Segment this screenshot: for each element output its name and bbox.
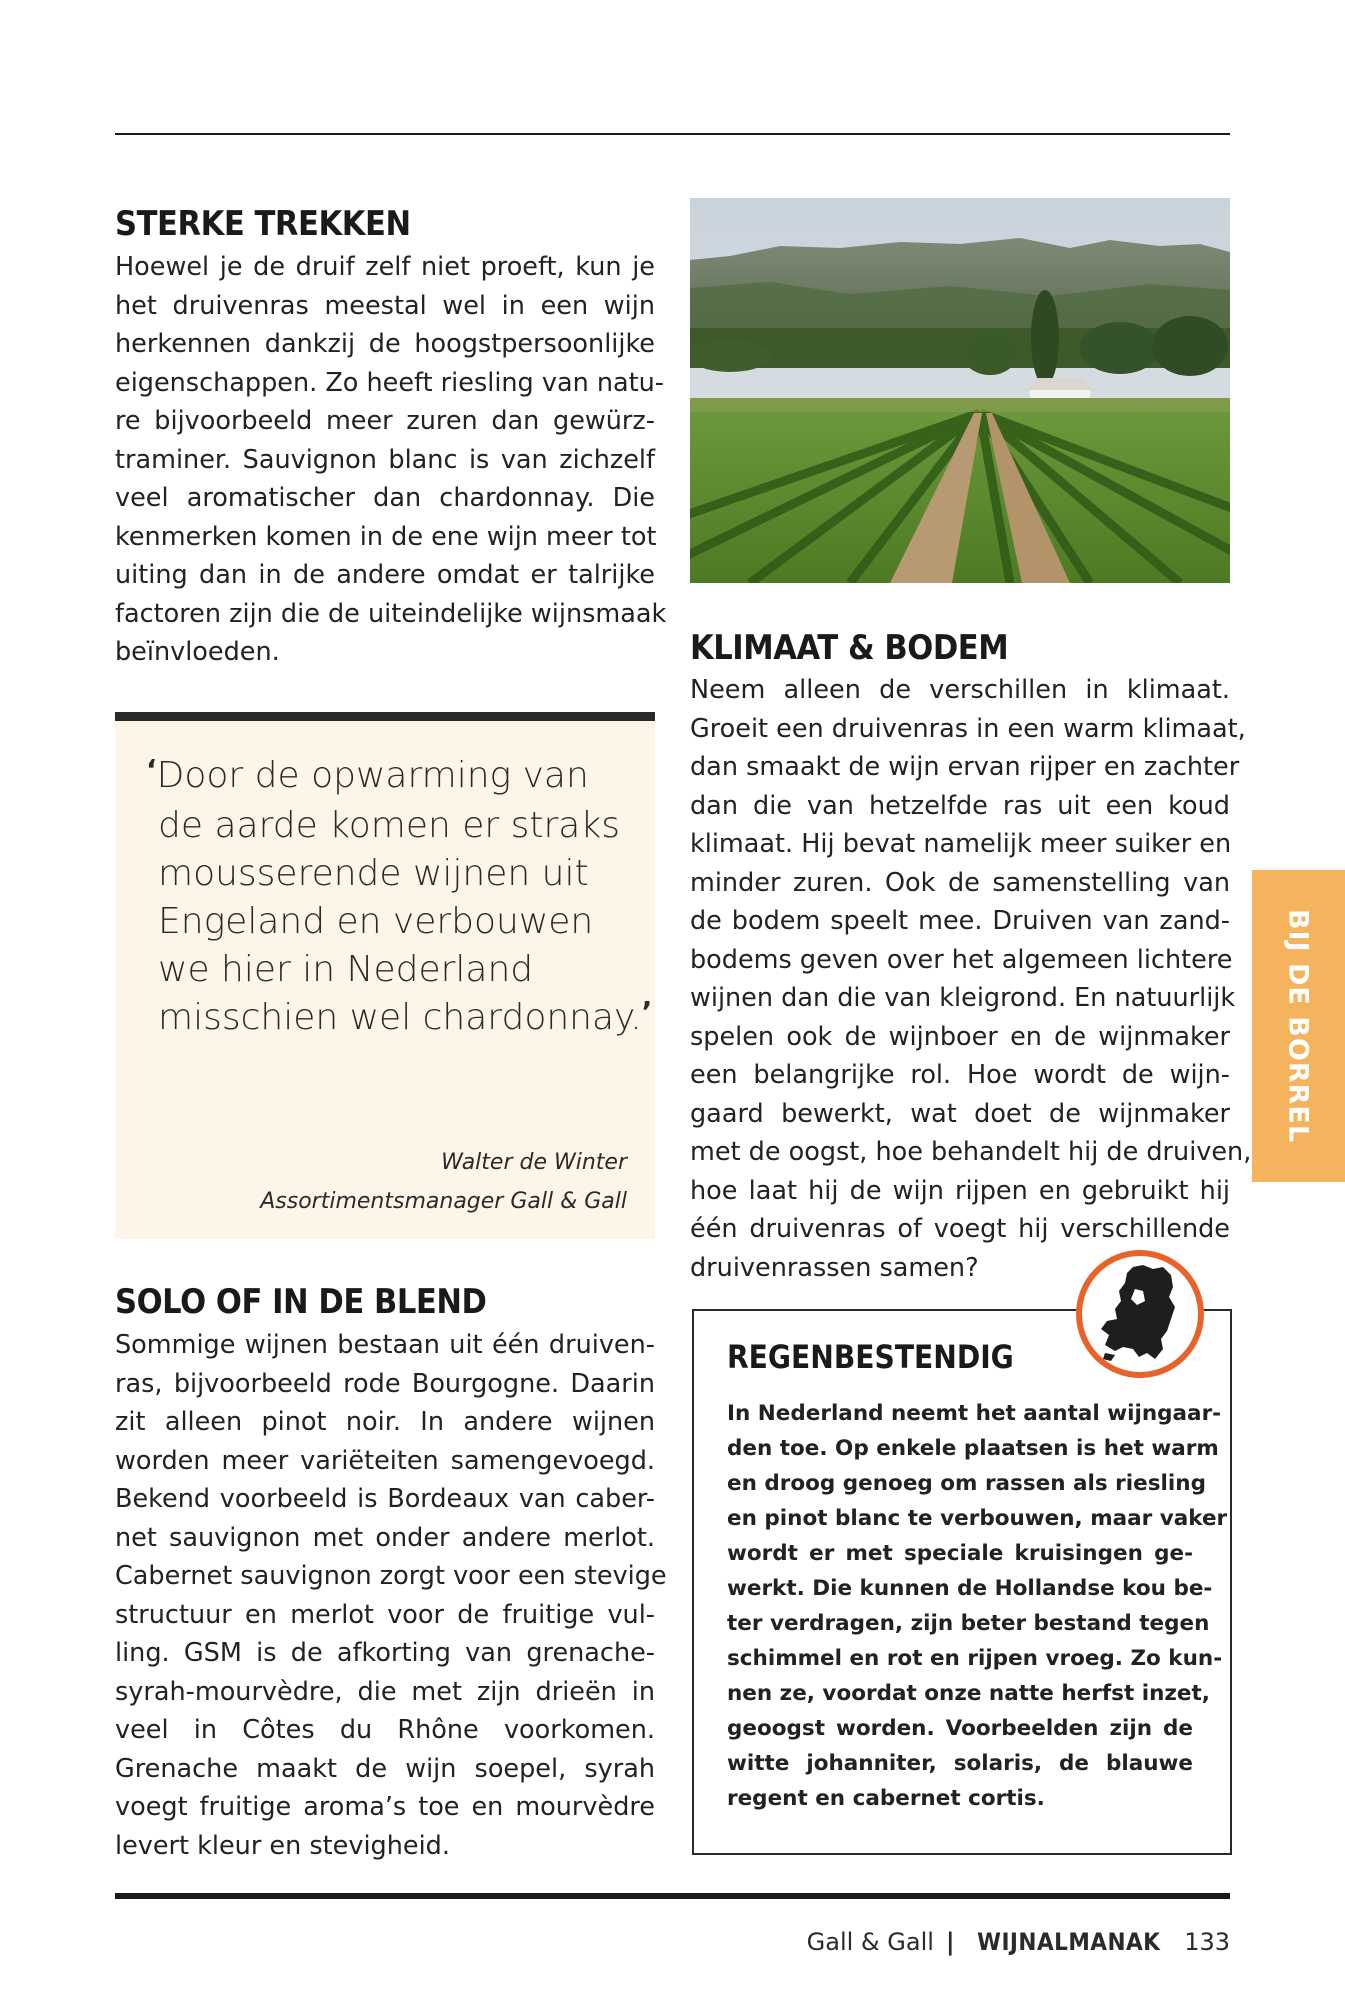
quote-author: Walter de Winter xyxy=(441,1150,627,1175)
heading-regenbestendig: REGENBESTENDIG xyxy=(727,1338,1014,1376)
quote-line-text: misschien wel chardonnay. xyxy=(158,997,642,1038)
text-line: bodems geven over het algemeen lichtere xyxy=(690,944,1233,975)
text-line: wijnen dan die van kleigrond. En natuurlijk xyxy=(690,983,1236,1013)
text-line: factoren zijn die de uiteindelijke wijnsmaak xyxy=(115,598,667,629)
quote-author-role: Assortimentsmanager Gall & Gall xyxy=(260,1189,627,1214)
text-line: syrah-mourvèdre, die met zijn drieën in xyxy=(115,1676,655,1707)
text-line: en pinot blanc te verbouwen, maar vaker xyxy=(727,1506,1228,1531)
text-line: traminer. Sauvignon blanc is van zichzelf xyxy=(115,444,655,475)
vineyard-photo xyxy=(690,198,1230,583)
text-line: druivenrassen samen? xyxy=(690,1252,979,1283)
quote-line xyxy=(158,898,638,946)
quote-line xyxy=(158,802,638,850)
text-line: werkt. Die kunnen de Hollandse kou be- xyxy=(727,1576,1213,1601)
text-line: Groeit een druivenras in een warm klimaat, xyxy=(690,713,1246,744)
text-line: veel aromatischer dan chardonnay. Die xyxy=(115,483,655,513)
text-line: beïnvloeden. xyxy=(115,637,280,667)
quote-line-text: we hier in Nederland xyxy=(158,949,534,990)
quote-line-text: Door de opwarming van xyxy=(156,755,589,796)
heading-klimaat-en-bodem: KLIMAAT & BODEM xyxy=(690,628,1009,668)
quote-line-text: Engeland en verbouwen xyxy=(158,901,594,942)
text-line: levert kleur en stevigheid. xyxy=(115,1830,450,1861)
text-line: Hoewel je de druif zelf niet proeft, kun je xyxy=(115,252,655,282)
text-line: den toe. Op enkele plaatsen is het warm xyxy=(727,1436,1219,1461)
text-line: Neem alleen de verschillen in klimaat. xyxy=(690,675,1230,705)
text-line: één druivenras of voegt hij verschillende xyxy=(690,1214,1230,1244)
paragraph-regenbestendig xyxy=(727,1396,1228,1816)
close-quote-mark: ’ xyxy=(641,995,653,1028)
text-line: ter verdragen, zijn beter bestand tegen xyxy=(727,1611,1210,1636)
text-line: het druivenras meestal wel in een wijn xyxy=(115,290,655,321)
text-line: een belangrijke rol. Hoe wordt de wijn- xyxy=(690,1060,1230,1090)
quote-line-text: mousserende wijnen uit xyxy=(158,853,589,894)
footer-brand: WIJNALMANAK xyxy=(976,1928,1161,1956)
text-line: net sauvignon met onder andere merlot. xyxy=(115,1522,655,1553)
netherlands-map-icon xyxy=(1075,1249,1205,1379)
paragraph-solo-of-in-de-blend xyxy=(115,1326,667,1865)
text-line: re bijvoorbeeld meer zuren dan gewürz- xyxy=(115,406,655,436)
text-line: worden meer variëteiten samengevoegd. xyxy=(115,1445,655,1476)
text-line: Grenache maakt de wijn soepel, syrah xyxy=(115,1753,655,1784)
text-line: herkennen dankzij de hoogstpersoonlijke xyxy=(115,329,655,359)
text-line: wordt er met speciale kruisingen ge- xyxy=(727,1541,1193,1566)
text-line: veel in Côtes du Rhône voorkomen. xyxy=(115,1715,655,1745)
open-quote-mark: ‘ xyxy=(146,753,157,786)
text-line: Bekend voorbeeld is Bordeaux van caber- xyxy=(115,1484,655,1514)
text-line: hoe laat hij de wijn rijpen en gebruikt hij xyxy=(690,1175,1230,1206)
text-line: uiting dan in de andere omdat er talrijke xyxy=(115,560,655,590)
text-line: klimaat. Hij bevat namelijk meer suiker en xyxy=(690,829,1232,859)
text-line: geoogst worden. Voorbeelden zijn de xyxy=(727,1716,1193,1741)
text-line: dan die van hetzelfde ras uit een koud xyxy=(690,790,1230,821)
text-line: minder zuren. Ook de samenstelling van xyxy=(690,867,1230,898)
paragraph-sterke-trekken xyxy=(115,248,667,672)
text-line: eigenschappen. Zo heeft riesling van natu- xyxy=(115,367,664,398)
quote-line-text: de aarde komen er straks xyxy=(158,805,620,846)
heading-solo-of-in-de-blend: SOLO OF IN DE BLEND xyxy=(115,1282,487,1322)
text-line: Cabernet sauvignon zorgt voor een stevige xyxy=(115,1561,667,1591)
text-line: en droog genoeg om rassen als riesling xyxy=(727,1471,1206,1496)
text-line: de bodem speelt mee. Druiven van zand- xyxy=(690,906,1230,936)
quote-line xyxy=(158,946,638,994)
top-rule xyxy=(115,133,1230,135)
pull-quote-text xyxy=(146,752,653,1044)
quote-line xyxy=(158,850,638,898)
text-line: voegt fruitige aroma’s toe en mourvèdre xyxy=(115,1792,655,1822)
page-footer xyxy=(807,1928,1230,1956)
text-line: Sommige wijnen bestaan uit één druiven- xyxy=(115,1330,655,1360)
text-line: dan smaakt de wijn ervan rijper en zachter xyxy=(690,752,1240,782)
text-line: spelen ook de wijnboer en de wijnmaker xyxy=(690,1021,1230,1052)
bottom-rule xyxy=(115,1893,1230,1899)
text-line: schimmel en rot en rijpen vroeg. Zo kun- xyxy=(727,1646,1223,1671)
quote-line xyxy=(158,994,653,1044)
text-line: In Nederland neemt het aantal wijngaar- xyxy=(727,1401,1222,1426)
section-tab-label: BIJ DE BORREL xyxy=(1282,908,1314,1144)
heading-sterke-trekken: STERKE TREKKEN xyxy=(115,204,411,244)
text-line: nen ze, voordat onze natte herfst inzet, xyxy=(727,1681,1210,1706)
text-line: regent en cabernet cortis. xyxy=(727,1786,1045,1811)
text-line: gaard bewerkt, wat doet de wijnmaker xyxy=(690,1098,1230,1129)
footer-separator: | xyxy=(945,1928,955,1956)
text-line: kenmerken komen in de ene wijn meer tot xyxy=(115,521,657,552)
text-line: zit alleen pinot noir. In andere wijnen xyxy=(115,1407,655,1437)
text-line: met de oogst, hoe behandelt hij de druiven, xyxy=(690,1137,1252,1167)
paragraph-klimaat-en-bodem xyxy=(690,671,1252,1287)
footer-publisher: Gall & Gall xyxy=(806,1928,934,1956)
page-number: 133 xyxy=(1184,1928,1230,1956)
text-line: ling. GSM is de afkorting van grenache- xyxy=(115,1638,655,1668)
text-line: ras, bijvoorbeeld rode Bourgogne. Daarin xyxy=(115,1368,655,1399)
text-line: structuur en merlot voor de fruitige vul- xyxy=(115,1599,655,1630)
text-line: witte johanniter, solaris, de blauwe xyxy=(727,1751,1193,1776)
quote-line xyxy=(146,752,638,802)
